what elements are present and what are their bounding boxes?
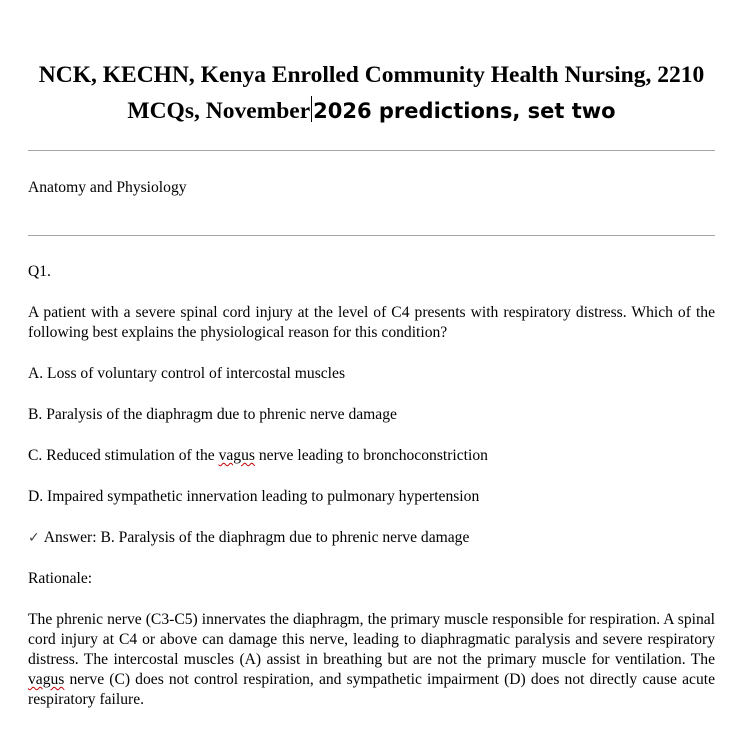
option-a: A. Loss of voluntary control of intercostal muscles	[28, 365, 346, 382]
question-number: Q1.	[28, 263, 51, 280]
document-title	[28, 57, 715, 129]
option-c-suffix: nerve leading to bronchoconstriction	[254, 447, 488, 464]
option-c-prefix: C. Reduced stimulation of the	[28, 447, 219, 464]
text-cursor	[311, 96, 312, 122]
rationale-heading: Rationale:	[28, 570, 93, 587]
option-d: D. Impaired sympathetic innervation leading to pulmonary hypertension	[28, 488, 480, 505]
title-text-part2: 2026 predictions, set two	[313, 99, 616, 123]
answer-line	[28, 528, 715, 548]
check-mark-icon: ✓	[28, 530, 40, 546]
option-b: B. Paralysis of the diaphragm due to phrenic nerve damage	[28, 406, 397, 423]
spellcheck-word-vagus-2: vagus	[28, 671, 65, 688]
rationale-text	[28, 610, 715, 710]
answer-text: Answer: B. Paralysis of the diaphragm due to phrenic nerve damage	[43, 529, 470, 546]
rationale-text-end: nerve (C) does not control respiration, and sympathetic impairment (D) does not directly cause acute respiratory failure.	[28, 671, 715, 708]
option-c	[28, 446, 715, 466]
spellcheck-word-vagus: vagus	[218, 447, 255, 464]
title-text-part1: NCK, KECHN, Kenya Enrolled Community Health Nursing, 2210 MCQs, November	[38, 62, 705, 124]
horizontal-rule-top	[28, 150, 715, 151]
horizontal-rule-bottom	[28, 235, 715, 236]
section-heading: Anatomy and Physiology	[28, 179, 187, 196]
document-page	[28, 0, 715, 750]
question-stem: A patient with a severe spinal cord injury at the level of C4 presents with respiratory distress. Which of the following best explains the physiological reason for this condition?	[28, 304, 715, 341]
rationale-text-start: The phrenic nerve (C3-C5) innervates the diaphragm, the primary muscle responsible for respiration. A spinal cord injury at C4 or above can damage this nerve, leading to diaphragmatic paralysis and severe respiratory distress. The intercostal muscles (A) assist in breathing but are not the primary muscle for ventilation. The	[28, 611, 715, 668]
